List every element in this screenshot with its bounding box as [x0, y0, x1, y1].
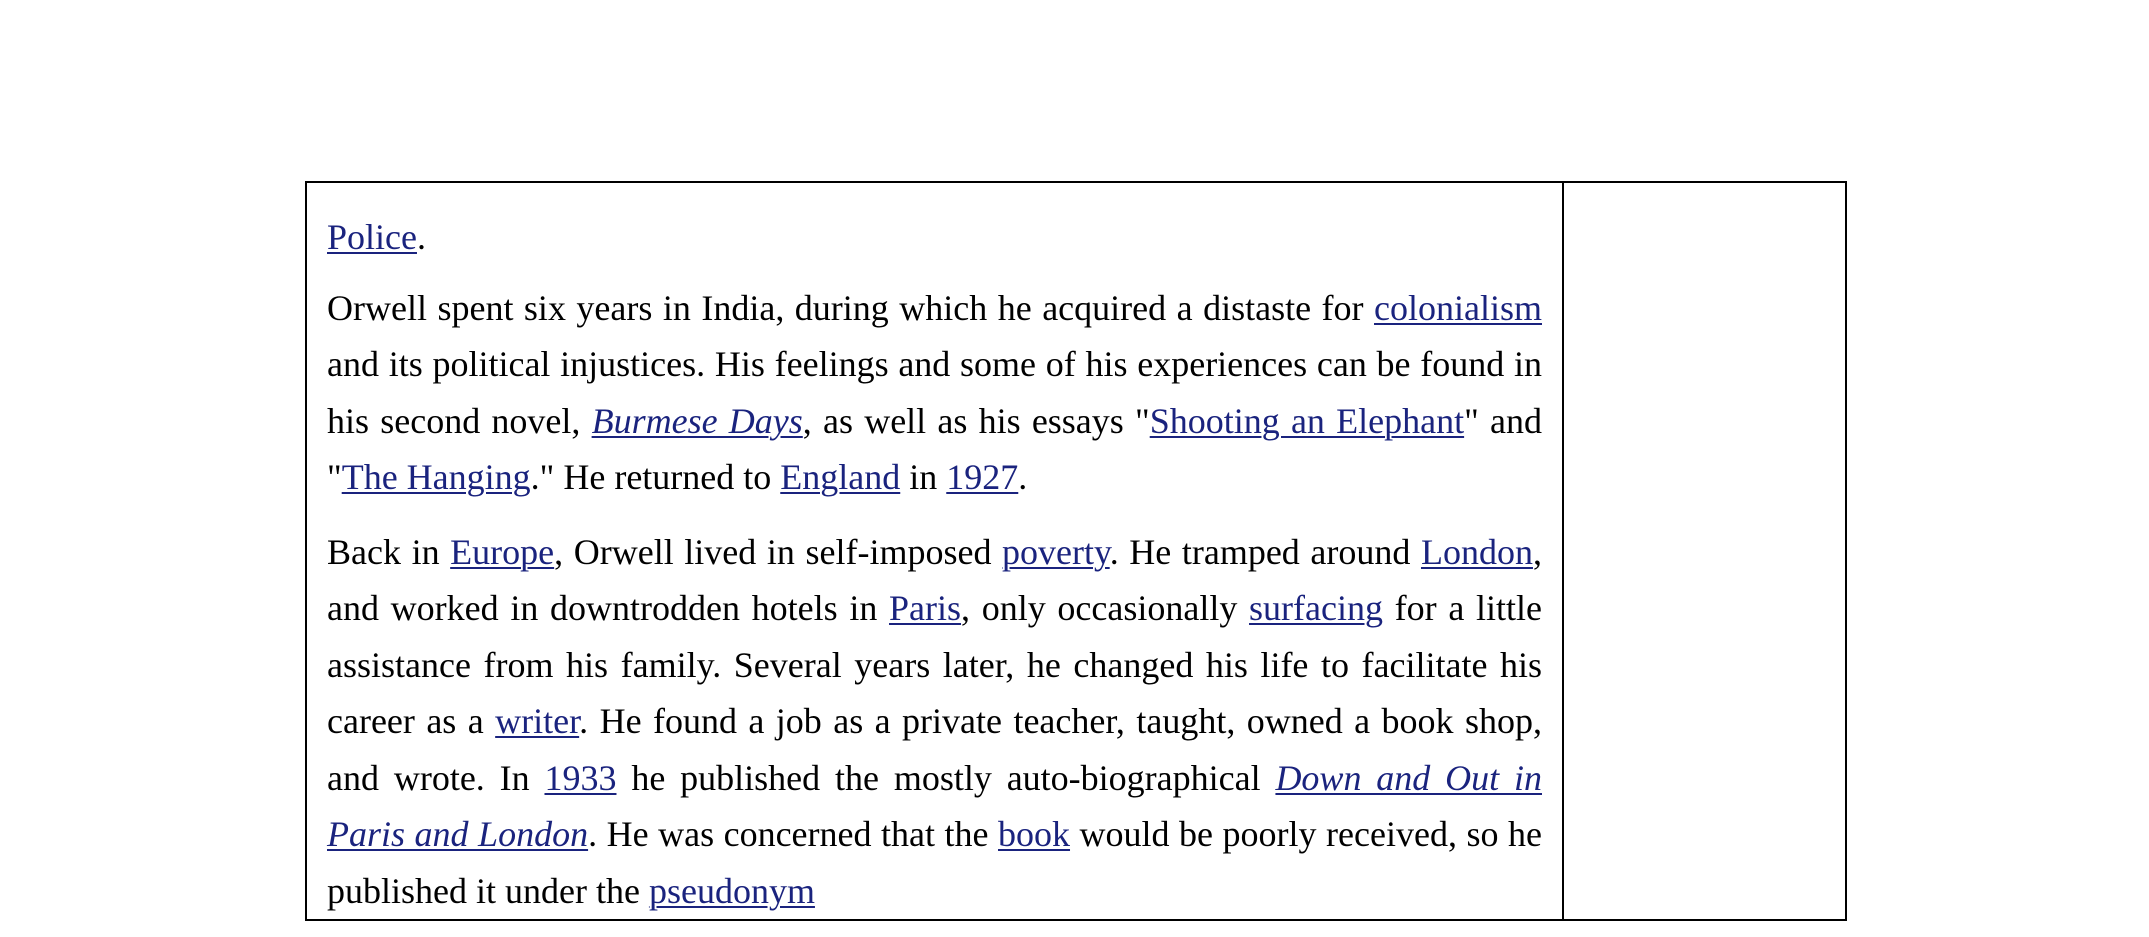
- link-writer[interactable]: writer: [495, 701, 580, 741]
- link-book[interactable]: book: [998, 814, 1071, 854]
- link-poverty[interactable]: poverty: [1002, 531, 1110, 572]
- paragraph-0: Police.: [327, 217, 426, 257]
- link-down-and-out[interactable]: Down and Out in Paris and London: [327, 757, 1542, 854]
- link-europe[interactable]: Europe: [450, 531, 555, 572]
- link-surfacing[interactable]: surfacing: [1249, 588, 1383, 628]
- link-police[interactable]: Police: [327, 217, 417, 257]
- link-colonialism[interactable]: colonialism: [1374, 287, 1542, 328]
- column-divider: [1562, 183, 1564, 919]
- link-pseudonym[interactable]: pseudonym: [648, 870, 815, 911]
- link-1933[interactable]: 1933: [544, 757, 617, 798]
- link-shooting-an-elephant[interactable]: Shooting an Elephant: [1149, 400, 1465, 441]
- paragraph-1: Orwell spent six years in India, during which he acquired a distaste for colonialism and its political injustices. His feelings and some of his experiences can be found in his second novel, Burmese Days, as well as his essays "Shooting an Elephant" and "The Hanging." He returned to England in 1927.: [327, 287, 1542, 497]
- link-burmese-days[interactable]: Burmese Days: [591, 400, 803, 441]
- link-england[interactable]: England: [780, 457, 901, 497]
- link-london[interactable]: London: [1420, 531, 1533, 572]
- paragraph-2: Back in Europe, Orwell lived in self-imposed poverty. He tramped around London, and worked in downtrodden hotels in Paris, only occasionally surfacing for a little assistance from his family. Several years later, he changed his life to facilitate his career as a writer. He found a job as a private teacher, taught, owned a book shop, and wrote. In 1933 he published the mostly auto-biographical Down and Out in Paris and London. He was concerned that the book would be poorly received, so he published it under the pseudonym: [327, 531, 1542, 911]
- link-paris[interactable]: Paris: [889, 588, 962, 628]
- link-the-hanging[interactable]: The Hanging: [341, 457, 531, 497]
- link-1927[interactable]: 1927: [946, 457, 1019, 497]
- text-cell: [327, 209, 1542, 937]
- content-table: [305, 181, 1847, 921]
